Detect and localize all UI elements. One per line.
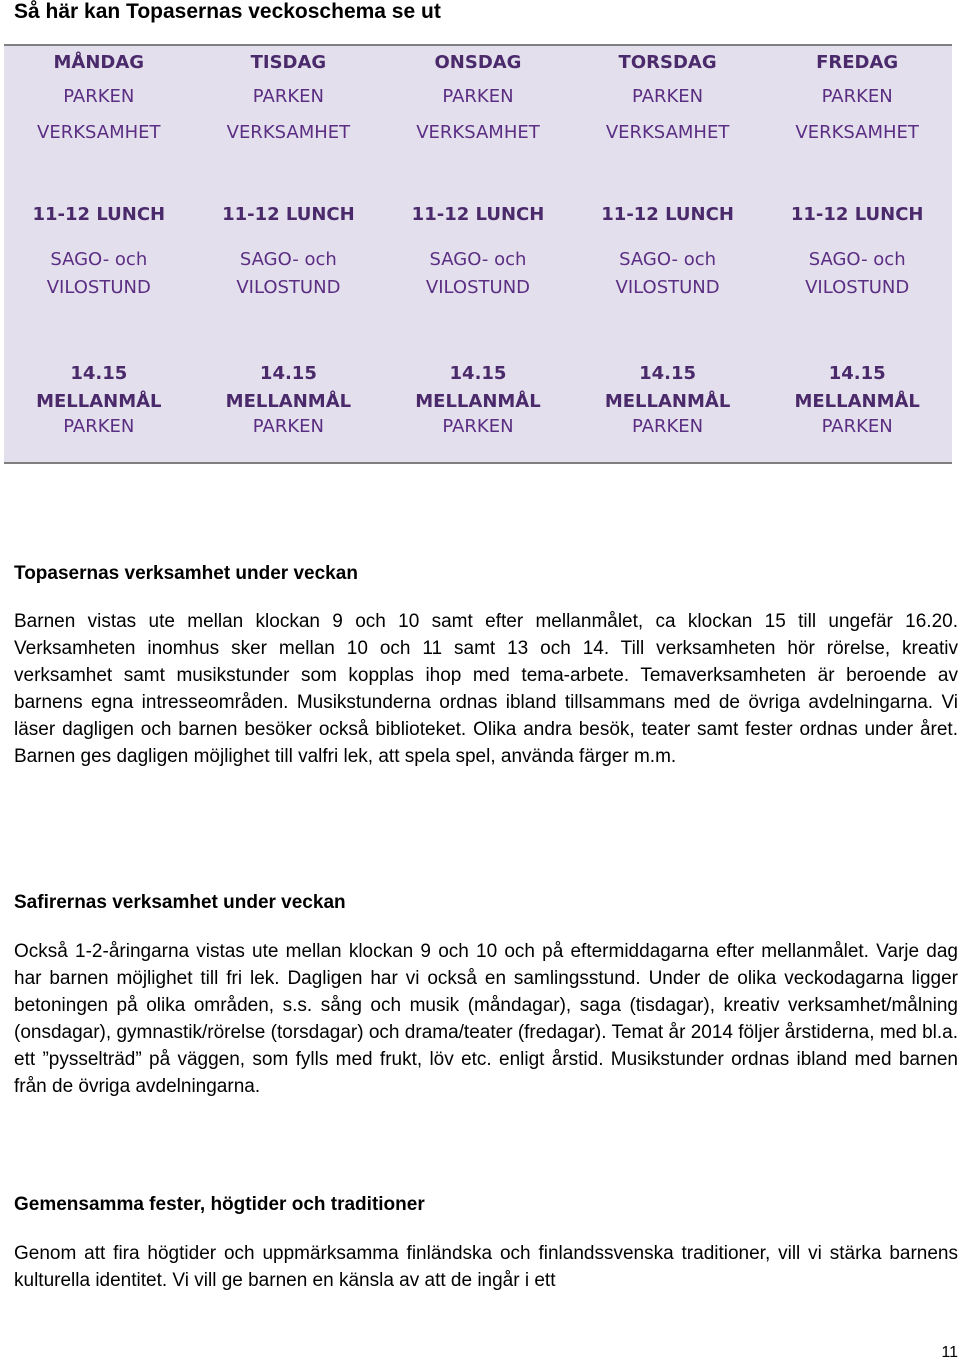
schedule-cell: PARKEN [821,86,893,107]
cell-line: MELLANMÅL [415,391,541,412]
cell-line: SAGO- och [429,249,527,270]
schedule-cell [194,246,384,360]
cell-line: VILOSTUND [236,277,341,298]
schedule-row-sagostund [4,246,952,360]
cell-line: VILOSTUND [425,277,531,298]
schedule-cell: PARKEN [821,416,893,437]
schedule-cell: PARKEN [442,86,514,107]
cell-line: 14.15 [828,363,886,384]
schedule-cell [762,360,952,414]
cell-line: VILOSTUND [46,277,151,298]
schedule-cell: PARKEN [63,86,135,107]
page-number: 11 [941,1344,958,1361]
schedule-cell: 11-12 LUNCH [32,204,166,225]
schedule-cell [383,246,573,360]
schedule-cell [194,360,384,414]
schedule-cell: VERKSAMHET [605,122,730,143]
schedule-cell [573,360,763,414]
section-body-topaserna: Barnen vistas ute mellan klockan 9 och 10 samt efter mellanmålet, ca klockan 15 till ungefär 16.20. Verksamheten inomhus sker mellan 10 och 11 samt 13 och 14. Till verksamheten hör rörelse, kreativ verksamhet samt musikstunder som kopplas ihop med tema-arbete. Temaverksamheten är beroende av barnens egna intresseområden. Musikstunderna ordnas ibland tillsammans med de övriga avdelningarna. Vi läser dagligen och barnen besöker också biblioteket. Olika andra besök, teater samt fester ordnas under året. Barnen ges dagligen möjlighet till valfri lek, att spela spel, använda färger m.m. [14,611,958,767]
day-header: TISDAG [250,52,327,73]
schedule-cell: VERKSAMHET [416,122,540,143]
schedule-row-lunch [4,204,952,246]
day-header: ONSDAG [434,52,522,73]
cell-line: 14.15 [639,363,697,384]
cell-line: VILOSTUND [615,277,720,298]
page-title: Så här kan Topasernas veckoschema se ut [14,0,441,23]
schedule-header-row [4,46,952,86]
schedule-row-parken-morning [4,86,952,122]
schedule-cell [383,360,573,414]
cell-line: SAGO- och [619,249,717,270]
cell-line: MELLANMÅL [794,391,920,412]
cell-line: 14.15 [449,363,507,384]
cell-line: SAGO- och [50,249,148,270]
schedule-cell: PARKEN [631,416,704,437]
section-heading-topaserna: Topasernas verksamhet under veckan [14,563,358,584]
schedule-cell [762,246,952,360]
schedule-cell: VERKSAMHET [226,122,351,143]
cell-line: MELLANMÅL [36,391,162,412]
section-body-safirerna: Också 1-2-åringarna vistas ute mellan klockan 9 och 10 och på eftermiddagarna efter mellanmålet. Varje dag har barnen möjlighet till fri lek. Dagligen har vi också en samlingsstund. Under de olika veckodagarna ligger betoningen på olika områden, s.s. sång och musik (måndagar), saga (tisdagar), kreativ verksamhet/målning (onsdagar), gymnastik/rörelse (torsdagar) och drama/teater (fredagar). Temat år 2014 följer årstiderna, med bl.a. ett ”pysselträd” på väggen, som fylls med frukt, löv etc. enligt årstid. Musikstunder ordnas ibland med barnen från de övriga avdelningarna. [14,941,958,1097]
schedule-cell: 11-12 LUNCH [222,204,355,225]
section-heading-safirerna: Safirernas verksamhet under veckan [14,892,346,913]
cell-line: 14.15 [70,363,128,384]
cell-line: SAGO- och [808,249,906,270]
cell-line: SAGO- och [239,249,337,270]
schedule-cell [4,360,194,414]
section-body-traditioner: Genom att fira högtider och uppmärksamma finländska och finlandssvenska traditioner, vill vi stärka barnens kulturella identitet. Vi vill ge barnen en känsla av att de ingår i ett [14,1243,958,1291]
day-header: MÅNDAG [53,52,145,73]
cell-line: VILOSTUND [805,277,910,298]
schedule-cell: VERKSAMHET [795,122,919,143]
schedule-cell: PARKEN [252,416,324,437]
cell-line: 14.15 [259,363,317,384]
schedule-cell: 11-12 LUNCH [601,204,734,225]
schedule-cell: PARKEN [442,416,514,437]
schedule-cell [4,246,194,360]
schedule-row-parken-afternoon [4,414,952,462]
schedule-cell: 11-12 LUNCH [790,204,924,225]
day-header: TORSDAG [618,52,717,73]
schedule-cell: 11-12 LUNCH [411,204,545,225]
schedule-row-verksamhet [4,122,952,204]
cell-line: MELLANMÅL [225,391,352,412]
schedule-cell: PARKEN [252,86,324,107]
cell-line: MELLANMÅL [604,391,731,412]
day-header: FREDAG [816,52,899,73]
schedule-cell: VERKSAMHET [37,122,161,143]
schedule-row-mellanmal [4,360,952,414]
schedule-cell: PARKEN [631,86,704,107]
weekly-schedule-table [4,44,952,464]
schedule-cell: PARKEN [63,416,135,437]
section-heading-traditioner: Gemensamma fester, högtider och traditioner [14,1194,425,1215]
schedule-cell [573,246,763,360]
